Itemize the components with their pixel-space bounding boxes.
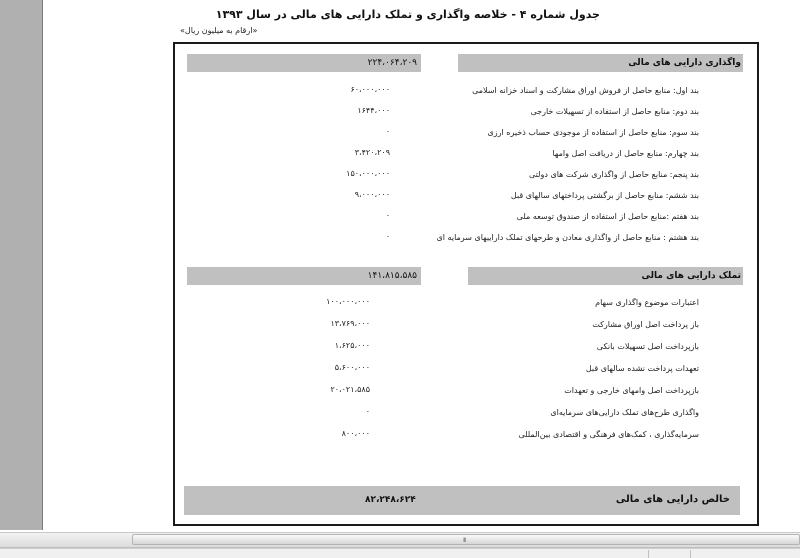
row-label: بند سوم: منابع حاصل از استفاده از موجودی حساب ذخیره ارزی [487, 128, 699, 137]
row-value: ۵،۶۰۰،۰۰۰ [334, 363, 370, 372]
row-value: ۸۰۰،۰۰۰ [341, 429, 370, 438]
section2-total-value [187, 267, 421, 285]
row-label: باز پرداخت اصل اوراق مشارکت [592, 320, 699, 329]
row-label: بازپرداخت اصل وامهای خارجی و تعهدات [564, 386, 699, 395]
row-label: تعهدات پرداخت نشده سالهای قبل [585, 364, 699, 373]
row-label: واگذاری طرح‌های تملک دارایی‌های سرمایه‌ای [550, 408, 699, 417]
row-label: اعتبارات موضوع واگذاری سهام [595, 298, 699, 307]
net-total-bar [184, 486, 740, 515]
row-value: ۰ [385, 127, 390, 136]
row-value: ۰ [385, 211, 390, 220]
row-value: ۰ [365, 407, 370, 416]
row-label: بند چهارم: منابع حاصل از دریافت اصل وامها [552, 149, 699, 158]
row-value: ۶۰،۰۰۰،۰۰۰ [350, 85, 390, 94]
left-gray-panel [0, 0, 43, 530]
row-value: ۱،۶۲۵،۰۰۰ [334, 341, 370, 350]
row-label: بند دوم: منابع حاصل از استفاده از تسهیلات خارجی [530, 107, 699, 116]
row-label: بند هفتم :منابع حاصل از استفاده از صندوق توسعه ملی [516, 212, 699, 221]
section2-header [468, 267, 743, 285]
scrollbar-thumb[interactable] [132, 534, 800, 545]
section1-header [458, 54, 743, 72]
section2-total-value-text: ۱۴۱،۸۱۵،۵۸۵ [367, 271, 417, 281]
row-label: بند هشتم : منابع حاصل از واگذاری معادن و طرحهای تملک داراییهای سرمایه ای [436, 233, 699, 242]
section1-total-value-text: ۲۲۴،۰۶۴،۲۰۹ [367, 58, 417, 68]
row-value: ۱۶۴۴،۰۰۰ [357, 106, 390, 115]
scrollbar-grip-icon: III [463, 537, 466, 544]
row-label: بند پنجم: منابع حاصل از واگذاری شرکت های دولتی [528, 170, 699, 179]
row-label: بازپرداخت اصل تسهیلات بانکی [596, 342, 699, 351]
horizontal-scrollbar[interactable] [0, 532, 800, 548]
row-value: ۹،۰۰۰،۰۰۰ [354, 190, 390, 199]
section2-header-label: تملک دارایی های مالی [641, 271, 741, 281]
row-value: ۱۵۰،۰۰۰،۰۰۰ [346, 169, 390, 178]
section1-header-label: واگذاری دارایی های مالی [628, 58, 741, 68]
net-total-value: ۸۲،۲۴۸،۶۲۴ [365, 495, 416, 505]
row-value: ۱۰۰،۰۰۰،۰۰۰ [326, 297, 370, 306]
row-value: ۳،۴۲۰،۲۰۹ [354, 148, 390, 157]
unit-note: «ارقام به میلیون ریال» [180, 26, 258, 35]
summary-table-frame [173, 42, 759, 526]
document-title: جدول شماره ۴ - خلاصه واگذاری و تملک دارایی های مالی در سال ۱۳۹۳ [215, 8, 600, 21]
row-value: ۰ [385, 232, 390, 241]
row-label: سرمایه‌گذاری ، کمک‌های فرهنگی و اقتصادی بین‌المللی [518, 430, 699, 439]
row-label: بند ششم: منابع حاصل از برگشتی پرداختهای سالهای قبل [510, 191, 699, 200]
row-label: بند اول: منابع حاصل از فروش اوراق مشارکت و اسناد خزانه اسلامی [472, 86, 699, 95]
section1-total-value [187, 54, 421, 72]
net-total-label: خالص دارایی های مالی [615, 494, 730, 505]
row-value: ۲۰،۰۲۱،۵۸۵ [330, 385, 370, 394]
row-value: ۱۳،۷۶۹،۰۰۰ [330, 319, 370, 328]
